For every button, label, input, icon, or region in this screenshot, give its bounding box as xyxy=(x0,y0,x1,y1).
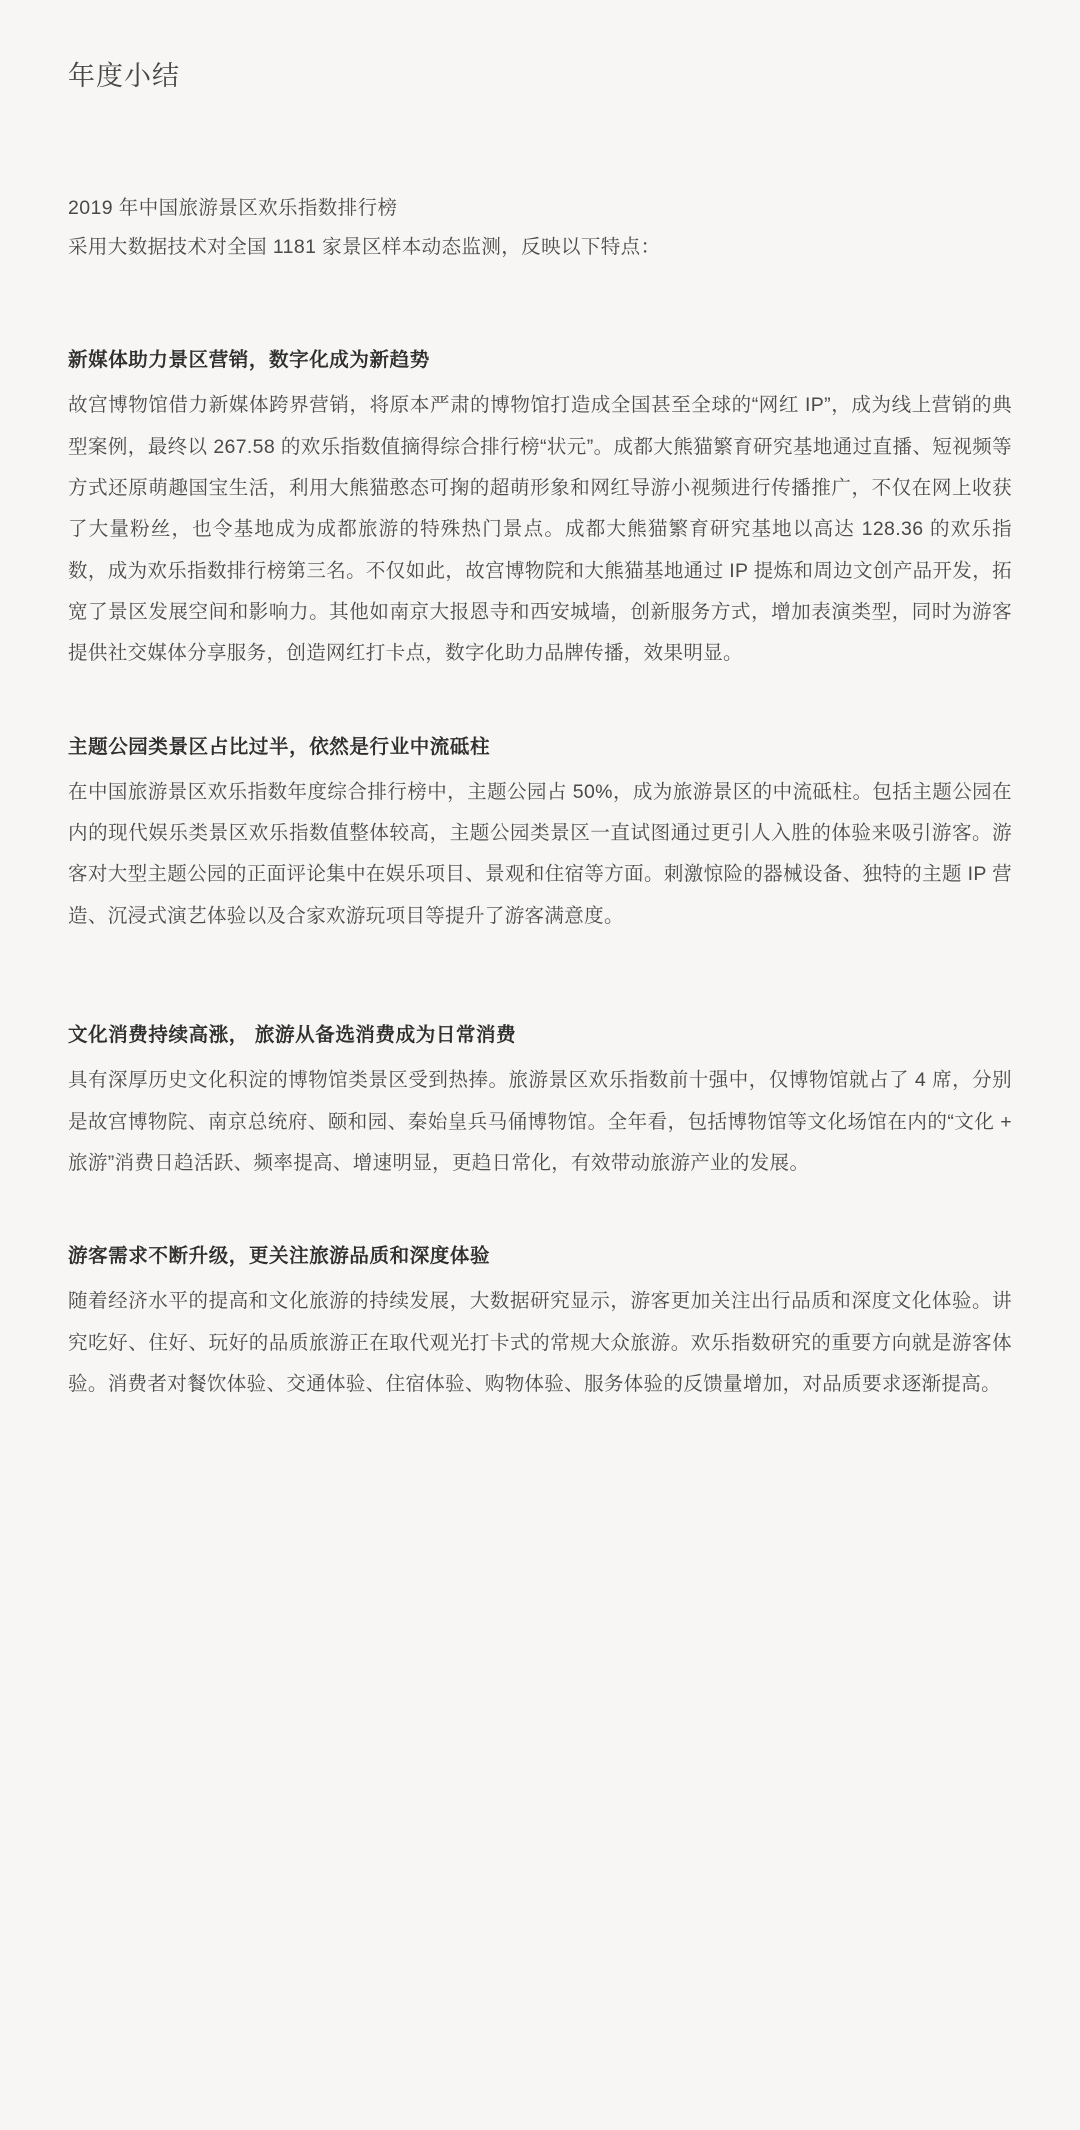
intro-block xyxy=(68,97,1012,269)
section-new-media xyxy=(68,268,1012,674)
section-heading: 文化消费持续高涨， 旅游从备选消费成为日常消费 xyxy=(68,1024,517,1047)
intro-line-2: 采用大数据技术对全国 1181 家景区样本动态监测，反映以下特点： xyxy=(68,236,661,259)
section-body: 随着经济水平的提高和文化旅游的持续发展，大数据研究显示，游客更加关注出行品质和深度文化体验。讲究吃好、住好、玩好的品质旅游正在取代观光打卡式的常规大众旅游。欢乐指数研究的重要方向就是游客体验。消费者对餐饮体验、交通体验、住宿体验、购物体验、服务体验的反馈量增加，对品质要求逐渐提高。 xyxy=(68,1290,1012,1395)
section-divider-spacer xyxy=(68,937,1012,963)
section-tourist-demand xyxy=(68,1184,1012,1405)
page-title: 年度小结 xyxy=(68,61,180,91)
section-cultural-consumption xyxy=(68,963,1012,1184)
section-body: 具有深厚历史文化积淀的博物馆类景区受到热捧。旅游景区欢乐指数前十强中，仅博物馆就占了 4 席，分别是故宫博物院、南京总统府、颐和园、秦始皇兵马俑博物馆。全年看，包括博物馆等文化场馆在内的“文化 + 旅游”消费日趋活跃、频率提高、增速明显，更趋日常化，有效带动旅游产业的发展。 xyxy=(68,1069,1012,1174)
section-heading: 主题公园类景区占比过半，依然是行业中流砥柱 xyxy=(68,735,491,758)
section-body: 在中国旅游景区欢乐指数年度综合排行榜中，主题公园占 50%，成为旅游景区的中流砥柱。包括主题公园在内的现代娱乐类景区欢乐指数值整体较高，主题公园类景区一直试图通过更引人入胜的体验来吸引游客。游客对大型主题公园的正面评论集中在娱乐项目、景观和住宿等方面。刺激惊险的器械设备、独特的主题 IP 营造、沉浸式演艺体验以及合家欢游玩项目等提升了游客满意度。 xyxy=(68,780,1012,927)
section-body: 故宫博物馆借力新媒体跨界营销，将原本严肃的博物馆打造成全国甚至全球的“网红 IP”，成为线上营销的典型案例，最终以 267.58 的欢乐指数值摘得综合排行榜“状元”。成都大熊猫繁育研究基地通过直播、短视频等方式还原萌趣国宝生活，利用大熊猫憨态可掬的超萌形象和网红导游小视频进行传播推广，不仅在网上收获了大量粉丝，也令基地成为成都旅游的特殊热门景点。成都大熊猫繁育研究基地以高达 128.36 的欢乐指数，成为欢乐指数排行榜第三名。不仅如此，故宫博物院和大熊猫基地通过 IP 提炼和周边文创产品开发，拓宽了景区发展空间和影响力。其他如南京大报恩寺和西安城墙，创新服务方式，增加表演类型，同时为游客提供社交媒体分享服务，创造网红打卡点，数字化助力品牌传播，效果明显。 xyxy=(68,394,1012,665)
section-heading: 游客需求不断升级，更关注旅游品质和深度体验 xyxy=(68,1245,491,1268)
intro-line-1: 2019 年中国旅游景区欢乐指数排行榜 xyxy=(68,196,398,219)
section-heading: 新媒体助力景区营销，数字化成为新趋势 xyxy=(68,349,430,372)
section-theme-park xyxy=(68,675,1012,937)
